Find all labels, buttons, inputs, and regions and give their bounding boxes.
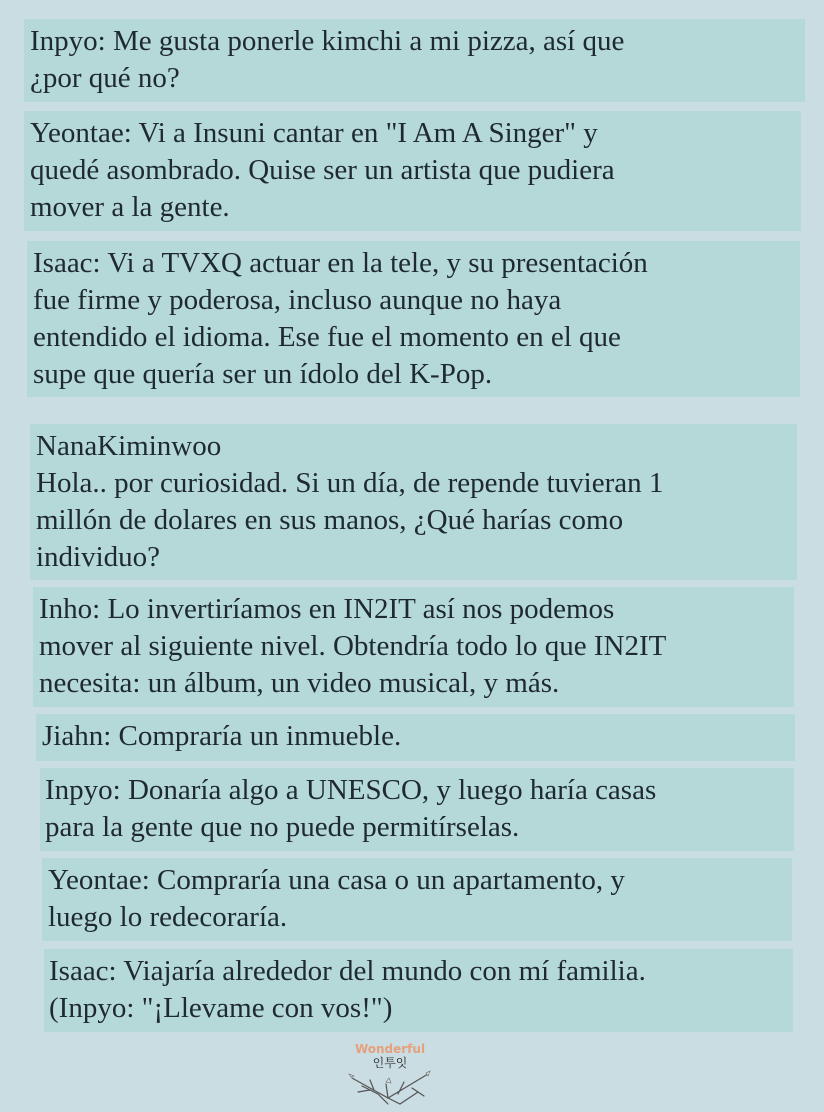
message-box: Isaac: Vi a TVXQ actuar en la tele, y su presentación fue firme y poderosa, incluso aunque no haya entendido el idioma. Ese fue el momento en el que supe que quería ser un ídolo del K-Pop. (27, 241, 800, 397)
watermark-top-text: Wonderful (354, 1042, 426, 1056)
watermark-korean-text: 인투잇 (372, 1056, 408, 1070)
answer-box: Isaac: Viajaría alrededor del mundo con mí familia. (Inpyo: "¡Llevame con vos!") (44, 949, 793, 1032)
answer-box: Inho: Lo invertiríamos en IN2IT así nos podemos mover al siguiente nivel. Obtendría todo lo que IN2IT necesita: un álbum, un video musical, y más. (33, 587, 794, 707)
thorny-branch-logo-icon (348, 1068, 432, 1108)
answer-box: Yeontae: Compraría una casa o un apartamento, y luego lo redecoraría. (42, 858, 792, 941)
answer-box: Inpyo: Donaría algo a UNESCO, y luego haría casas para la gente que no puede permitírselas. (40, 768, 794, 851)
message-box: Inpyo: Me gusta ponerle kimchi a mi pizza, así que ¿por qué no? (24, 19, 805, 102)
question-box: NanaKiminwoo Hola.. por curiosidad. Si un día, de repende tuvieran 1 millón de dolares en sus manos, ¿Qué harías como individuo? (30, 424, 797, 580)
watermark-logo (348, 1040, 432, 1110)
message-box: Yeontae: Vi a Insuni cantar en "I Am A Singer" y quedé asombrado. Quise ser un artista que pudiera mover a la gente. (24, 111, 801, 231)
answer-box: Jiahn: Compraría un inmueble. (36, 714, 795, 761)
